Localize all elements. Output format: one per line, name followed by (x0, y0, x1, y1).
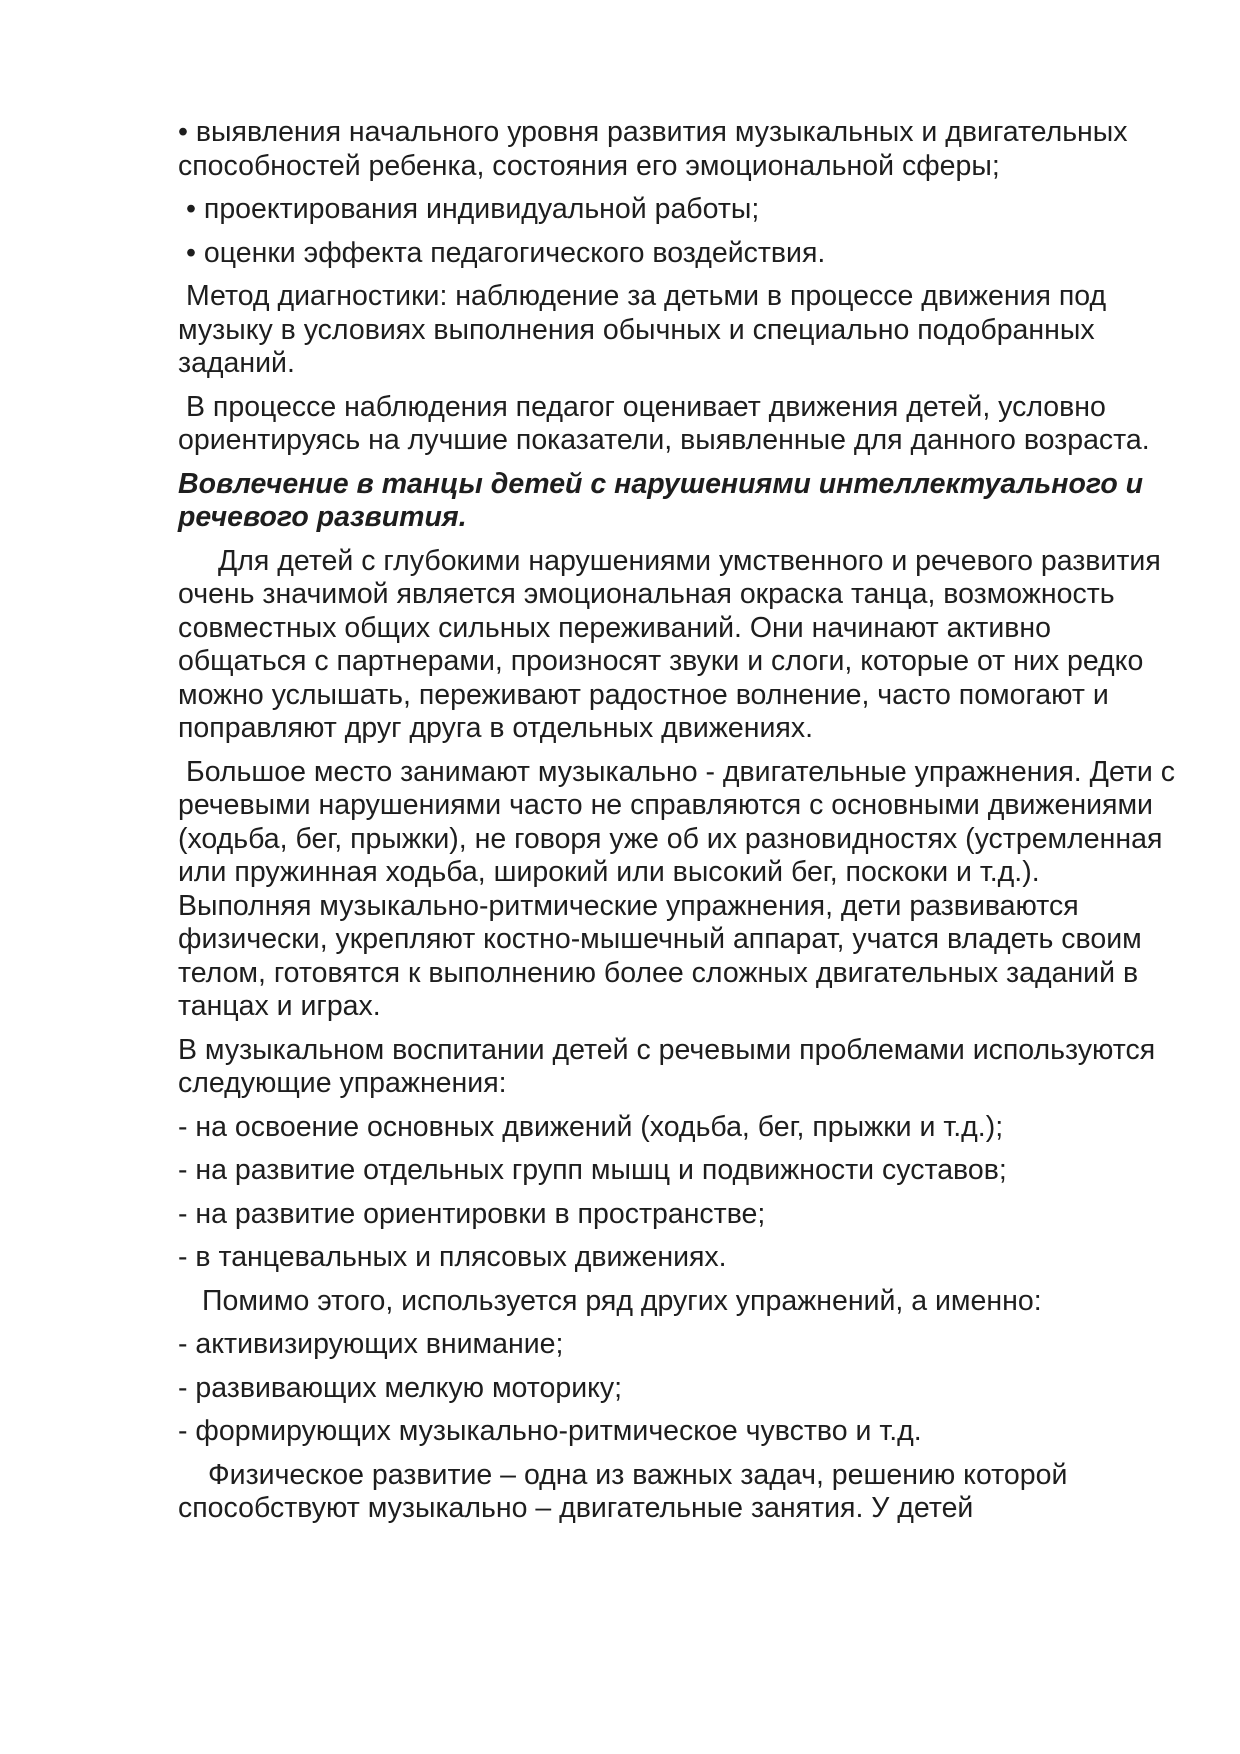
dash-list-item: - на освоение основных движений (ходьба, бег, прыжки и т.д.); (178, 1110, 1004, 1143)
document-page (178, 116, 1178, 1536)
body-paragraph: Большое место занимают музыкально - двигательные упражнения. Дети с речевыми нарушениями часто не справляются с основными движениями (ходьба, бег, прыжки), не говоря уже об их разновидностях (устремленная или пружинная ходьба, широкий или высокий бег, поскоки и т.д.). Выполняя музыкально-ритмические упражнения, дети развиваются физически, укрепляют костно-мышечный аппарат, учатся владеть своим телом, готовятся к выполнению более сложных двигательных заданий в танцах и играх. (178, 755, 1175, 1022)
dash-list-item: - на развитие ориентировки в пространстве; (178, 1197, 766, 1230)
body-paragraph: В процессе наблюдения педагог оценивает движения детей, условно ориентируясь на лучшие показатели, выявленные для данного возраста. (178, 390, 1150, 456)
dash-list-item: - активизирующих внимание; (178, 1328, 564, 1360)
body-paragraph: Помимо этого, используется ряд других упражнений, а именно: (202, 1284, 1042, 1317)
dash-list-item: - на развитие отдельных групп мышц и подвижности суставов; (178, 1154, 1007, 1186)
dash-list-item: - в танцевальных и плясовых движениях. (178, 1241, 727, 1273)
bullet-item: • оценки эффекта педагогического воздействия. (186, 236, 826, 269)
body-paragraph: В музыкальном воспитании детей с речевыми проблемами используются следующие упражнения: (178, 1033, 1156, 1099)
bullet-item: • выявления начального уровня развития музыкальных и двигательных способностей ребенка, состояния его эмоциональной сферы; (178, 116, 1128, 182)
body-paragraph: Метод диагностики: наблюдение за детьми в процессе движения под музыку в условиях выполнения обычных и специально подобранных заданий. (178, 280, 1107, 379)
bullet-item: • проектирования индивидуальной работы; (186, 193, 760, 225)
dash-list-item: - развивающих мелкую моторику; (178, 1371, 623, 1404)
body-paragraph: Физическое развитие – одна из важных задач, решению которой способствуют музыкально – двигательные занятия. У детей (178, 1458, 1068, 1524)
section-heading: Вовлечение в танцы детей с нарушениями интеллектуального и речевого развития. (178, 467, 1144, 533)
body-paragraph: Для детей с глубокими нарушениями умственного и речевого развития очень значимой является эмоциональная окраска танца, возможность совместных общих сильных переживаний. Они начинают активно общаться с партнерами, произносят звуки и слоги, которые от них редко можно услышать, переживают радостное волнение, часто помогают и поправляют друг друга в отдельных движениях. (178, 544, 1161, 744)
dash-list-item: - формирующих музыкально-ритмическое чувство и т.д. (178, 1415, 922, 1447)
